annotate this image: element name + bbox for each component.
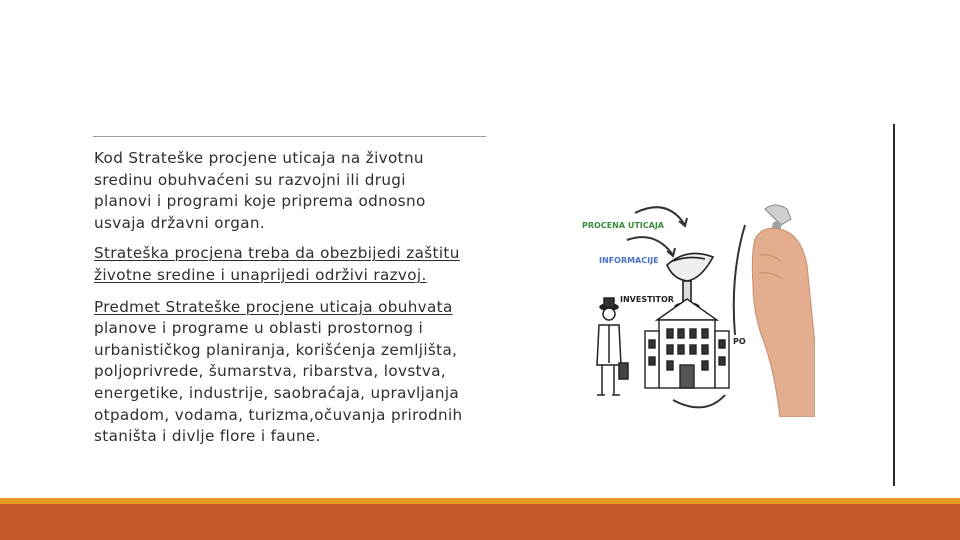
- text-line: Strateška procjena treba da obezbijedi zaštitu: [94, 244, 460, 263]
- text-line: planovi i programi koje priprema odnosno: [94, 192, 426, 211]
- top-divider-line: [93, 136, 486, 137]
- label-partial-right: PO: [733, 337, 746, 346]
- vertical-divider-line: [893, 124, 895, 486]
- text-line: Predmet Strateške procjene uticaja obuhvata: [94, 297, 453, 316]
- label-informacije: INFORMACIJE: [599, 256, 659, 265]
- whiteboard-illustration: [575, 195, 815, 417]
- drawing-hand-icon: [752, 205, 815, 417]
- illustration-svg: [575, 195, 815, 417]
- text-line: staništa i divlje flore i faune.: [94, 427, 321, 446]
- text-line: usvaja državni organ.: [94, 213, 266, 232]
- paragraph-subject: [94, 297, 486, 448]
- text-line: životne sredine i unaprijedi održivi razvoj.: [94, 265, 427, 284]
- arrow-curve-middle: [627, 237, 673, 255]
- paragraph-scope: [94, 148, 486, 234]
- text-line: otpadom, vodama, turizma,očuvanja prirodnih: [94, 405, 463, 424]
- text-line: energetike, industrije, saobraćaja, upravljanja: [94, 383, 460, 402]
- building-icon: [645, 299, 729, 388]
- investor-figure-icon: [597, 298, 628, 395]
- paragraph-goal: [94, 243, 486, 286]
- text-line: urbanističkog planiranja, korišćenja zemljišta,: [94, 340, 458, 359]
- text-line: poljoprivrede, šumarstva, ribarstva, lovstva,: [94, 362, 447, 381]
- arrow-curve-right: [734, 225, 745, 335]
- text-line: Kod Strateške procjene uticaja na životnu: [94, 149, 424, 167]
- label-procena-uticaja: PROCENA UTICAJA: [582, 221, 664, 230]
- label-investitor: INVESTITOR: [620, 295, 674, 304]
- body-text: [94, 148, 486, 458]
- footer-band: [0, 504, 960, 540]
- arrow-curve-bottom: [673, 395, 725, 407]
- text-line: sredinu obuhvaćeni su razvojni ili drugi: [94, 170, 406, 189]
- text-line: planove i programe u oblasti prostornog i: [94, 319, 424, 338]
